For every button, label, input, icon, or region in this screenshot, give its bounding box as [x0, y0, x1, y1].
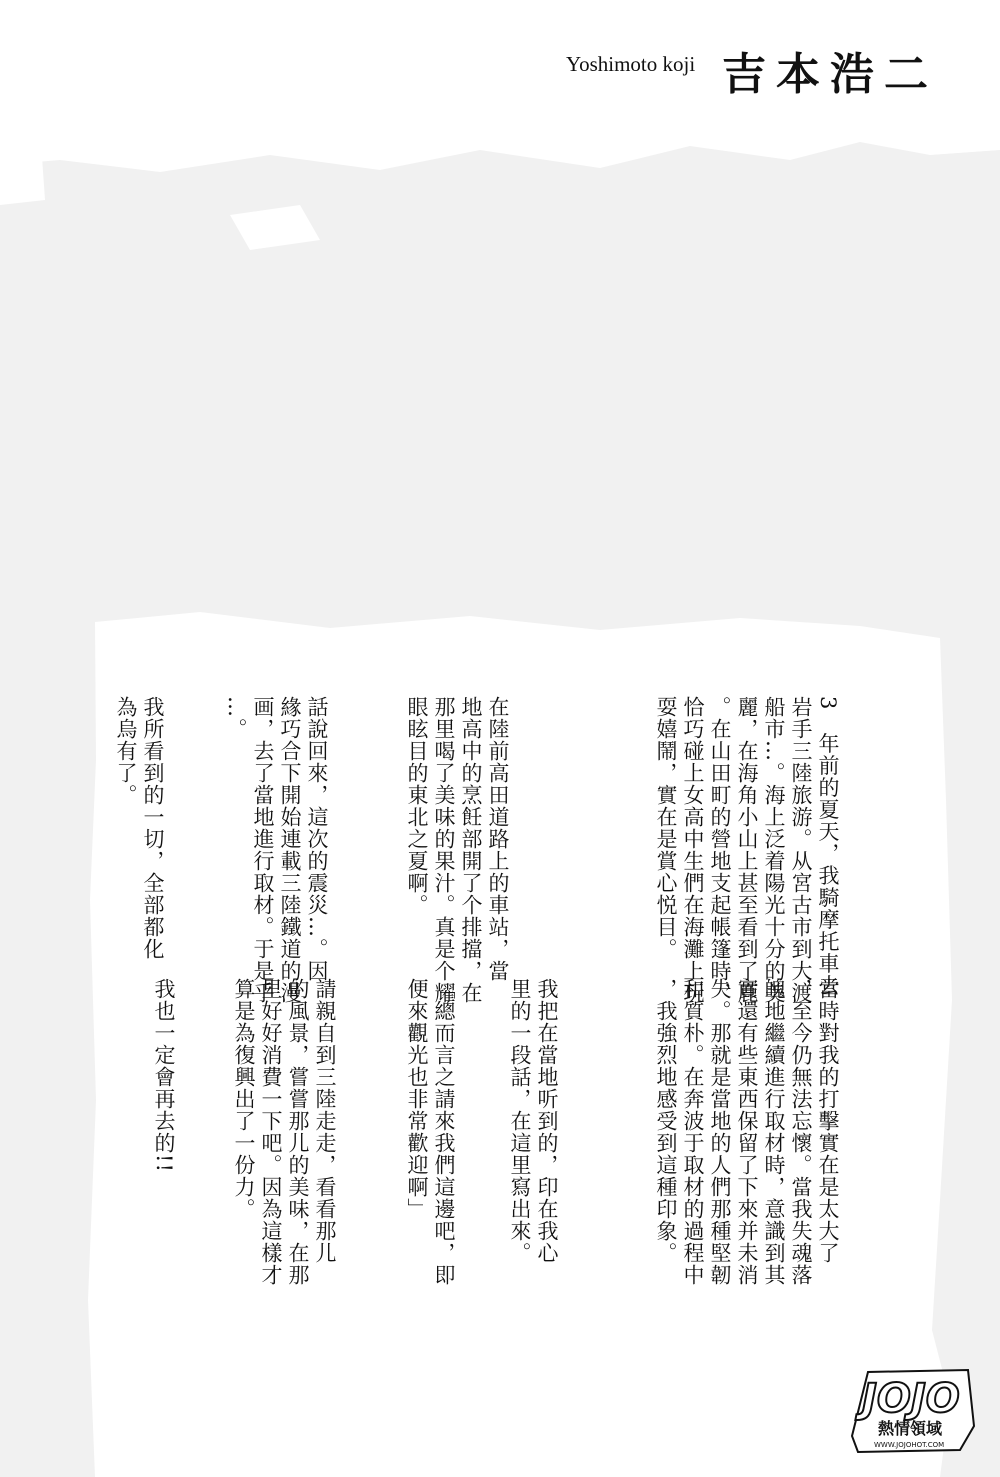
paragraph-visit: 請親自到三陸走走，看看那儿 的風景，嘗嘗那儿的美味，在那 里好好消費一下吧。因為這樣才 算是為復興出了一份力。: [232, 978, 337, 1286]
jojo-watermark-logo: [848, 1366, 978, 1454]
paragraph-earthquake: 話說回來，這次的震災…。因 緣巧合下開始連載三陸鐵道的漫 画，去了當地進行取材。于是乎 …。: [224, 696, 329, 1004]
paragraph-rikuzentakata: 在陸前高田道路上的車站，當 地高中的烹飪部開了个排擋，在 那里喝了美味的果汁。真是个耀 眼眩目的東北之夏啊。: [405, 696, 510, 1004]
watermark-logo-text: JOJO: [862, 1376, 960, 1422]
paragraph-words: 我把在當地听到的，印在我心 里的一段話，在這里寫出來。: [508, 978, 559, 1264]
author-name-japanese: 吉本浩二: [722, 49, 938, 100]
author-name-roman: Yoshimoto koji: [566, 52, 696, 76]
paragraph-will-return: 我也一定會再去的!!: [152, 978, 176, 1173]
watermark-label: 熱情領域: [878, 1419, 943, 1438]
paragraph-all-lost: 我所看到的一切，全部都化 為烏有了。: [114, 696, 165, 960]
paragraph-quote: 「總而言之請來我們這邊吧，即 便來觀光也非常歡迎啊」: [405, 978, 456, 1286]
paragraph-summer-trip: 3 年前的夏天，我騎摩托車去 岩手三陸旅游。从宮古市到大渡 船市…。海上泛着陽光十分的美 麗，在海角小山上甚至看到了鹿 。在山田町的營地支起帳篷時， 恰巧碰上女高中生們在海灘上玩 耍嬉鬧，實在是賞心悦目。: [654, 696, 840, 1004]
watermark-url: WWW.JOJOHOT.COM: [874, 1441, 945, 1449]
paragraph-impact: 當時對我的打擊實在是太大了 ，至今仍無法忘懷。當我失魂落 魄地繼續進行取材時，意識到其 實還有些東西保留了下來并未消 失。那就是當地的人們那種堅韌 和質朴。在奔波于取材的過程中 ，我強烈地感受到這種印象。: [654, 978, 840, 1286]
